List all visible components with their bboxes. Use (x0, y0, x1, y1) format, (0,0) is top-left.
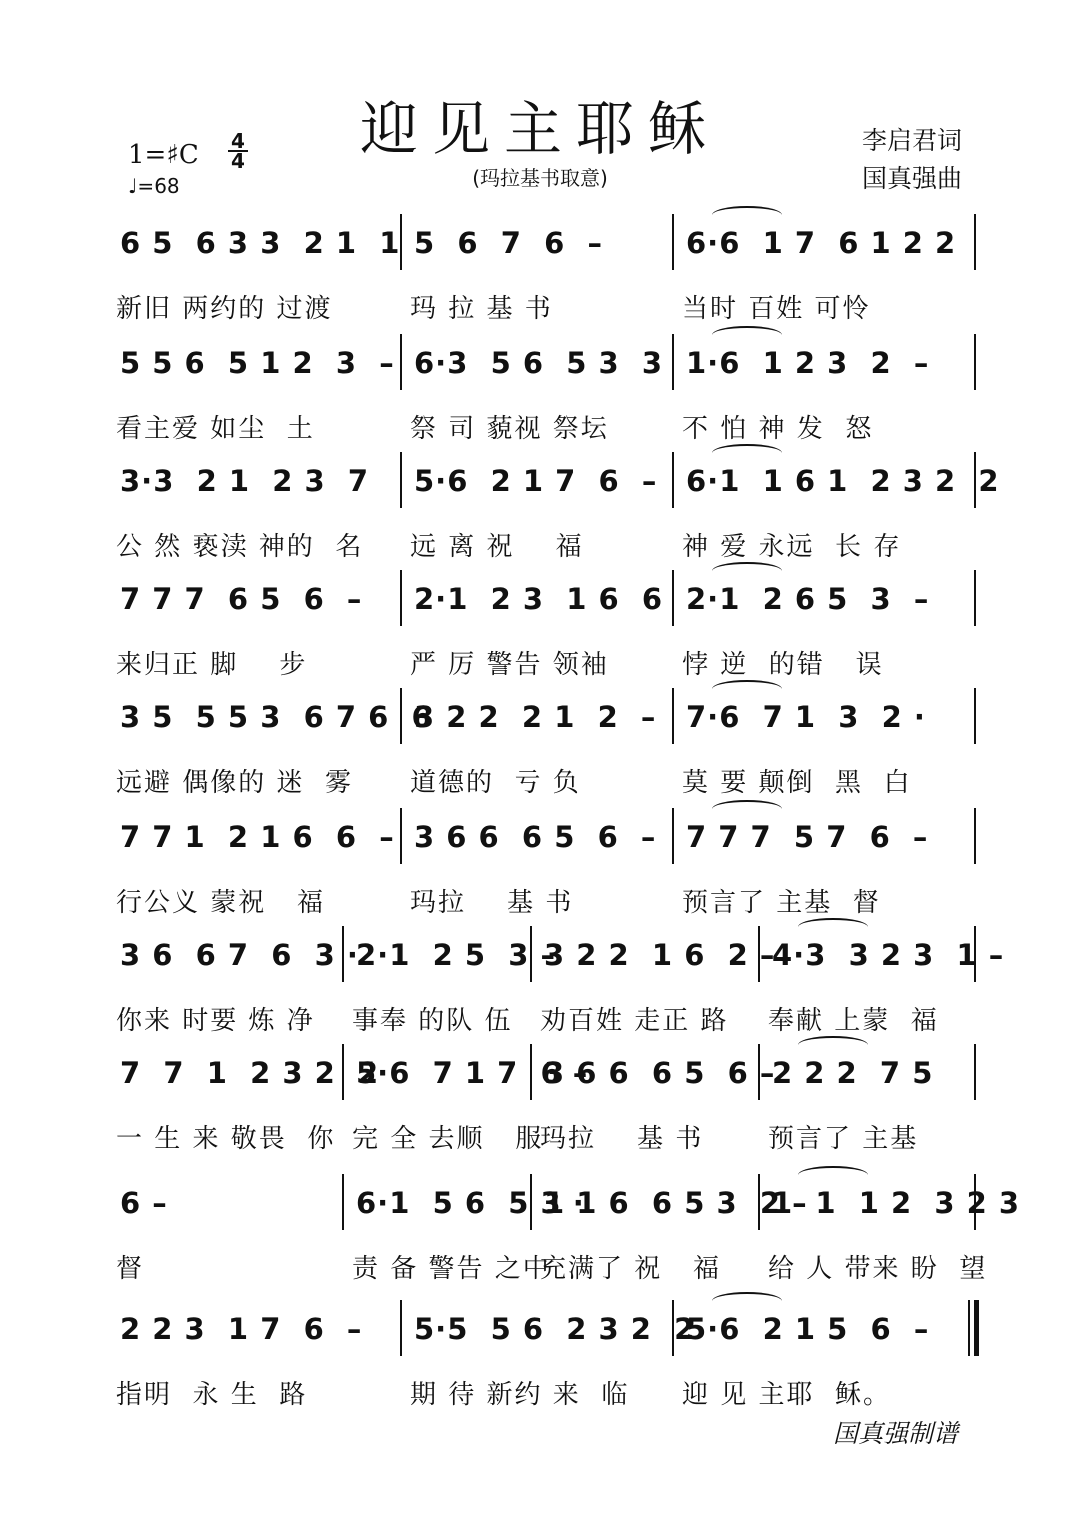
measure-notes: 6 – (120, 1186, 168, 1220)
measure-lyrics: 督 (116, 1254, 145, 1284)
measure-notes: 7 7 7 6 5 6 – (120, 582, 363, 616)
barline (974, 1044, 976, 1100)
slur-mark (712, 206, 782, 224)
slur-mark (712, 326, 782, 344)
score-line (116, 924, 1005, 1044)
measure-notes: 1 1 1 2 3 2 3 (772, 1186, 1021, 1220)
measure-lyrics: 祭 司 藐视 祭坛 (410, 414, 609, 444)
measure-lyrics: 玛 拉 基 书 (410, 294, 553, 324)
measure-lyrics: 悖 逆 的错 误 (682, 650, 884, 680)
measure-notes: 5·5 5 6 2 3 2 2 (414, 1312, 696, 1346)
slur-mark (798, 918, 868, 936)
measure-lyrics: 看主爱 如尘 土 (116, 414, 315, 444)
measure-notes: 7 7 1 2 1 6 6 – (120, 820, 395, 854)
measure-lyrics: 玛拉 基 书 (410, 888, 574, 918)
measure-notes: 3 2 2 1 6 2 – (544, 938, 776, 972)
measure-notes: 1 1 6 6 5 3 2 – (544, 1186, 808, 1220)
measure-lyrics: 当时 百姓 可怜 (682, 294, 871, 324)
measure-lyrics: 神 爱 永远 长 存 (682, 532, 902, 562)
measure-notes: 5·6 2 1 5 6 – (686, 1312, 930, 1346)
measure-notes: 2 2 3 1 7 6 – (120, 1312, 363, 1346)
measure-lyrics: 劝百姓 走正 路 (540, 1006, 729, 1036)
barline (400, 1300, 402, 1356)
barline (974, 570, 976, 626)
barline (400, 808, 402, 864)
score-line (116, 1172, 1021, 1292)
measure-notes: 3 5 5 5 3 6 7 6 6 (120, 700, 433, 734)
slur-mark (712, 444, 782, 462)
slur-mark (712, 800, 782, 818)
measure-lyrics: 奉献 上蒙 福 (768, 1006, 939, 1036)
key-signature: 1=♯C (128, 140, 199, 170)
measure-lyrics: 公 然 亵渎 神的 名 (116, 532, 364, 562)
score-line (116, 686, 976, 806)
measure-lyrics: 预言了 主基 督 (682, 888, 881, 918)
measure-lyrics: 充满了 祝 福 (540, 1254, 722, 1284)
slur-mark (712, 1292, 782, 1310)
measure-lyrics: 责 备 警告 之中 (352, 1254, 551, 1284)
score-line (116, 1042, 976, 1162)
barline (974, 688, 976, 744)
slur-mark (712, 680, 782, 698)
measure-lyrics: 期 待 新约 来 临 (410, 1380, 630, 1410)
measure-notes: 6·6 1 7 6 1 2 2 (686, 226, 957, 260)
measure-notes: 4·3 3 2 3 1 – (772, 938, 1005, 972)
measure-lyrics: 行公义 蒙祝 福 (116, 888, 326, 918)
barline (974, 808, 976, 864)
measure-lyrics: 完 全 去顺 服 (352, 1124, 544, 1154)
measure-lyrics: 预言了 主基 (768, 1124, 919, 1154)
measure-lyrics: 严 厉 警告 领袖 (410, 650, 609, 680)
composer: 国真强曲 (861, 164, 962, 193)
measure-notes: 5·6 7 1 7 6 – (356, 1056, 589, 1090)
measure-notes: 1·6 1 2 3 2 – (686, 346, 930, 380)
measure-notes: 7·6 7 1 3 2 · (686, 700, 926, 734)
barline (342, 1174, 344, 1230)
credits (862, 122, 962, 198)
time-signature (228, 129, 248, 173)
meter-top: 4 (228, 132, 248, 152)
barline (672, 808, 674, 864)
measure-notes: 5 5 6 5 1 2 3 – (120, 346, 395, 380)
lyricist: 李启君词 (861, 126, 962, 155)
arranger-credit: 国真强制谱 (832, 1419, 958, 1448)
barline (672, 214, 674, 270)
barline (400, 570, 402, 626)
meter-bottom: 4 (231, 149, 245, 173)
measure-lyrics: 道德的 亏 负 (410, 768, 581, 798)
measure-lyrics: 新旧 两约的 过渡 (116, 294, 333, 324)
barline (974, 334, 976, 390)
measure-lyrics: 事奉 的队 伍 (352, 1006, 513, 1036)
slur-mark (798, 1166, 868, 1184)
measure-notes: 3 6 6 6 5 6 – (544, 1056, 776, 1090)
measure-notes: 3 6 6 7 6 3 · (120, 938, 359, 972)
measure-lyrics: 不 怕 神 发 怒 (682, 414, 874, 444)
measure-lyrics: 远 离 祝 福 (410, 532, 584, 562)
score-line (116, 568, 976, 688)
measure-notes: 6 5 6 3 3 2 1 1 (120, 226, 401, 260)
score-line (116, 212, 976, 332)
measure-notes: 6·1 5 6 5 3 · (356, 1186, 585, 1220)
barline (400, 334, 402, 390)
slur-mark (712, 562, 782, 580)
barline (974, 214, 976, 270)
measure-notes: 6·1 1 6 1 2 3 2 2 (686, 464, 1000, 498)
barline (672, 570, 674, 626)
measure-lyrics: 你来 时要 炼 净 (116, 1006, 315, 1036)
measure-lyrics: 莫 要 颠倒 黑 白 (682, 768, 912, 798)
measure-lyrics: 来归正 脚 步 (116, 650, 308, 680)
final-barline (974, 1300, 979, 1356)
measure-lyrics: 玛拉 基 书 (540, 1124, 704, 1154)
measure-notes: 2·1 2 3 1 6 6 (414, 582, 664, 616)
measure-notes: 7 7 1 2 3 2 2 (120, 1056, 380, 1090)
barline (672, 688, 674, 744)
measure-notes: 2·1 2 6 5 3 – (686, 582, 930, 616)
measure-notes: 3 2 2 2 1 2 – (414, 700, 657, 734)
measure-lyrics: 一 生 来 敬畏 你 (116, 1124, 336, 1154)
measure-notes: 7 7 7 5 7 6 – (686, 820, 929, 854)
measure-lyrics: 迎 见 主耶 稣。 (682, 1380, 892, 1410)
measure-notes: 6·3 5 6 5 3 3 (414, 346, 664, 380)
measure-notes: 2 2 2 7 5 (772, 1056, 934, 1090)
tempo-mark: ♩=68 (128, 174, 180, 198)
measure-notes: 2·1 2 5 3 – (356, 938, 556, 972)
barline (400, 452, 402, 508)
measure-notes: 3 6 6 6 5 6 – (414, 820, 657, 854)
song-subtitle: (玛拉基书取意) (472, 166, 608, 190)
score-line (116, 332, 976, 452)
barline (672, 452, 674, 508)
measure-notes: 5·6 2 1 7 6 – (414, 464, 658, 498)
score-line (116, 1298, 976, 1418)
measure-notes: 3·3 2 1 2 3 7 (120, 464, 370, 498)
measure-notes: 5 6 7 6 – (414, 226, 603, 260)
slur-mark (798, 1036, 868, 1054)
measure-lyrics: 给 人 带来 盼 望 (768, 1254, 988, 1284)
measure-lyrics: 指明 永 生 路 (116, 1380, 308, 1410)
score-line (116, 806, 976, 926)
song-title: 迎见主耶稣 (359, 95, 720, 163)
score-line (116, 450, 1000, 570)
barline (672, 334, 674, 390)
measure-lyrics: 远避 偶像的 迷 雾 (116, 768, 354, 798)
